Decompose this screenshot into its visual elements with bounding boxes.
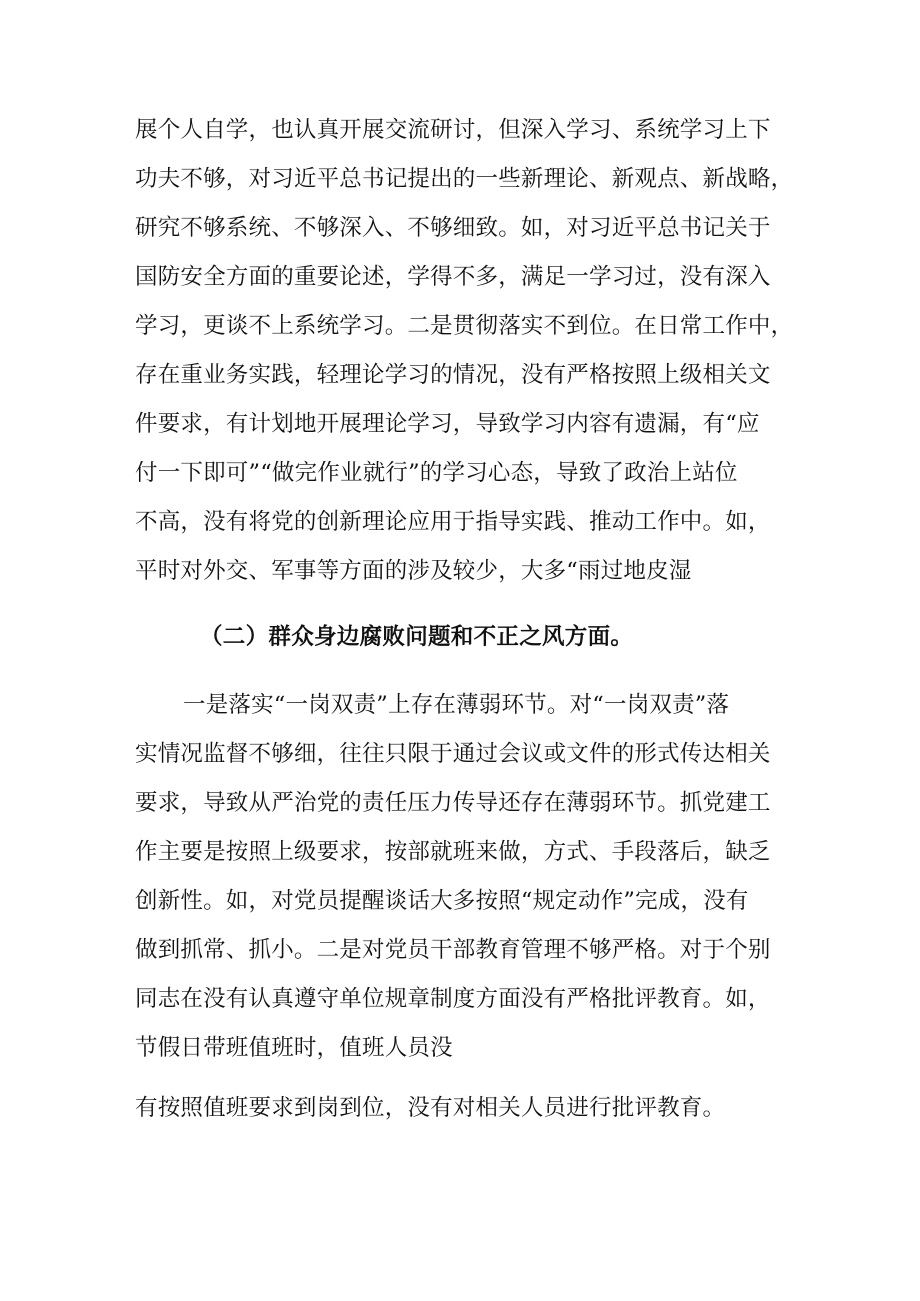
text-line: 实情况监督不够细，往往只限于通过会议或文件的形式传达相关 xyxy=(135,741,771,767)
text-line: 付一下即可”“做完作业就行”的学习心态，导致了政治上站位 xyxy=(135,460,738,486)
text-line: 不高，没有将党的创新理论应用于指导实践、推动工作中。如， xyxy=(135,509,771,535)
text-line: 功夫不够，对习近平总书记提出的一些新理论、新观点、新战略， xyxy=(135,166,794,192)
text-line: 创新性。如，对党员提醒谈话大多按照“规定动作”完成，没有 xyxy=(135,888,749,914)
text-line: 要求，导致从严治党的责任压力传导还存在薄弱环节。抓党建工 xyxy=(135,790,771,816)
text-line: 有按照值班要求到岗到位，没有对相关人员进行批评教育。 xyxy=(135,1095,726,1121)
section-heading: （二）群众身边腐败问题和不正之风方面。 xyxy=(200,624,634,650)
text-line: 平时对外交、军事等方面的涉及较少，大多“雨过地皮湿 xyxy=(135,558,692,584)
text-line: 国防安全方面的重要论述，学得不多，满足一学习过，没有深入 xyxy=(135,264,771,290)
text-line: 作主要是按照上级要求，按部就班来做，方式、手段落后，缺乏 xyxy=(135,839,771,865)
text-line: 做到抓常、抓小。二是对党员干部教育管理不够严格。对于个别 xyxy=(135,937,771,963)
text-line: 展个人自学，也认真开展交流研讨，但深入学习、系统学习上下 xyxy=(135,117,771,143)
text-line: 件要求，有计划地开展理论学习，导致学习内容有遗漏，有“应 xyxy=(135,411,760,437)
text-line: 学习，更谈不上系统学习。二是贯彻落实不到位。在日常工作中， xyxy=(135,313,794,339)
text-line: 一是落实“一岗双责”上存在薄弱环节。对“一岗双责”落 xyxy=(183,692,730,718)
text-line: 节假日带班值班时，值班人员没 xyxy=(135,1035,453,1061)
text-line: 研究不够系统、不够深入、不够细致。如，对习近平总书记关于 xyxy=(135,215,771,241)
text-line: 同志在没有认真遵守单位规章制度方面没有严格批评教育。如， xyxy=(135,986,771,1012)
text-line: 存在重业务实践，轻理论学习的情况，没有严格按照上级相关文 xyxy=(135,362,771,388)
